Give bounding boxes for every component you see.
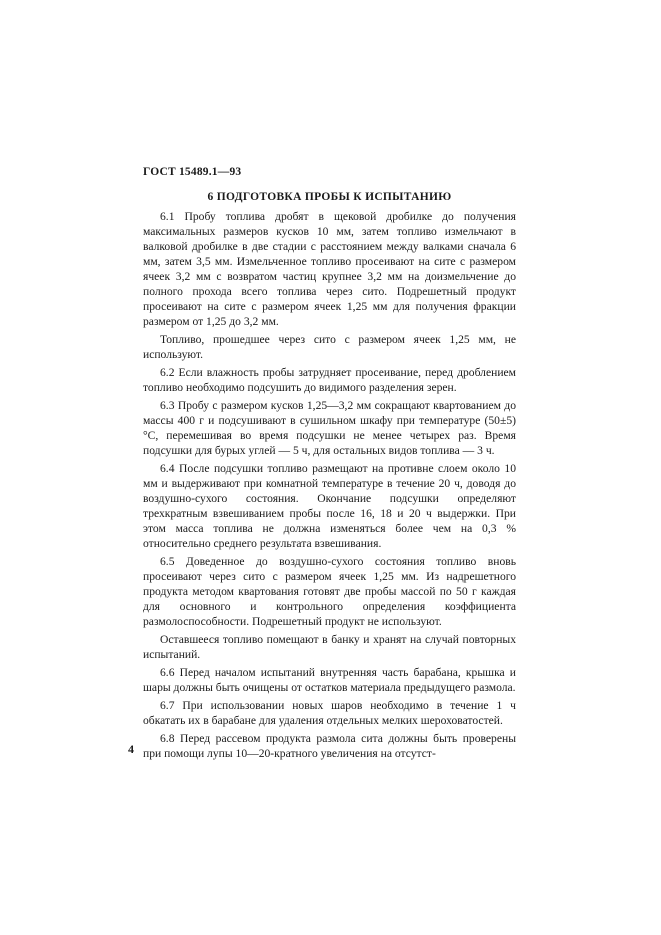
paragraph-6-1-note: Топливо, прошедшее через сито с размером ячеек 1,25 мм, не используют.: [143, 333, 516, 361]
paragraph-6-6: 6.6 Перед началом испытаний внутренняя часть барабана, крышка и шары должны быть очищены от остатков материала предыдущего размола.: [143, 666, 516, 694]
page-number: 4: [128, 742, 134, 756]
paragraph-6-1: 6.1 Пробу топлива дробят в щековой дробилке до получения максимальных размеров кусков 10 мм, затем топливо измельчают в валковой дробилке в две стадии с расстоянием между валками сначала 6 мм, затем 3,5 мм. Измельченное топливо просеивают на сите с размером ячеек 3,2 мм с возвратом частиц крупнее 3,2 мм на доизмельчение до полного прохода всего топлива через сито. Подрешетный продукт просеивают на сите с размером ячеек 1,25 мм для получения фракции размером от 1,25 до 3,2 мм.: [143, 210, 516, 328]
paragraph-6-3: 6.3 Пробу с размером кусков 1,25—3,2 мм сокращают квартованием до массы 400 г и подсушивают в сушильном шкафу при температуре (50±5)°С, перемешивая во время подсушки не менее четырех раз. Время подсушки для бурых углей — 5 ч, для остальных видов топлива — 3 ч.: [143, 399, 516, 457]
paragraph-6-4: 6.4 После подсушки топливо размещают на противне слоем около 10 мм и выдерживают при комнатной температуре в течение 20 ч, доводя до воздушно-сухого состояния. Окончание подсушки определяют трехкратным взвешиванием пробы после 16, 18 и 20 ч выдержки. При этом масса топлива не должна изменяться более чем на 0,3 % относительно среднего результата взвешивания.: [143, 462, 516, 550]
section-title: 6 ПОДГОТОВКА ПРОБЫ К ИСПЫТАНИЮ: [207, 191, 452, 203]
paragraph-6-5-note: Оставшееся топливо помещают в банку и хранят на случай повторных испытаний.: [143, 633, 516, 661]
paragraph-6-5: 6.5 Доведенное до воздушно-сухого состояния топливо вновь просеивают через сито с размером ячеек 1,25 мм. Из надрешетного продукта методом квартования готовят две пробы массой по 50 г каждая для основного и контрольного определения коэффициента размолоспособности. Подрешетный продукт не используют.: [143, 555, 516, 628]
paragraph-6-8: 6.8 Перед рассевом продукта размола сита должны быть проверены при помощи лупы 10—20-кратного увеличения на отсутст-: [143, 732, 516, 760]
section-body: [143, 209, 516, 764]
paragraph-6-7: 6.7 При использовании новых шаров необходимо в течение 1 ч обкатать их в барабане для удаления отдельных мелких шероховатостей.: [143, 699, 516, 727]
paragraph-6-2: 6.2 Если влажность пробы затрудняет просеивание, перед дроблением топливо необходимо подсушить до видимого разделения зерен.: [143, 366, 516, 394]
document-code-header: ГОСТ 15489.1—93: [143, 166, 242, 178]
